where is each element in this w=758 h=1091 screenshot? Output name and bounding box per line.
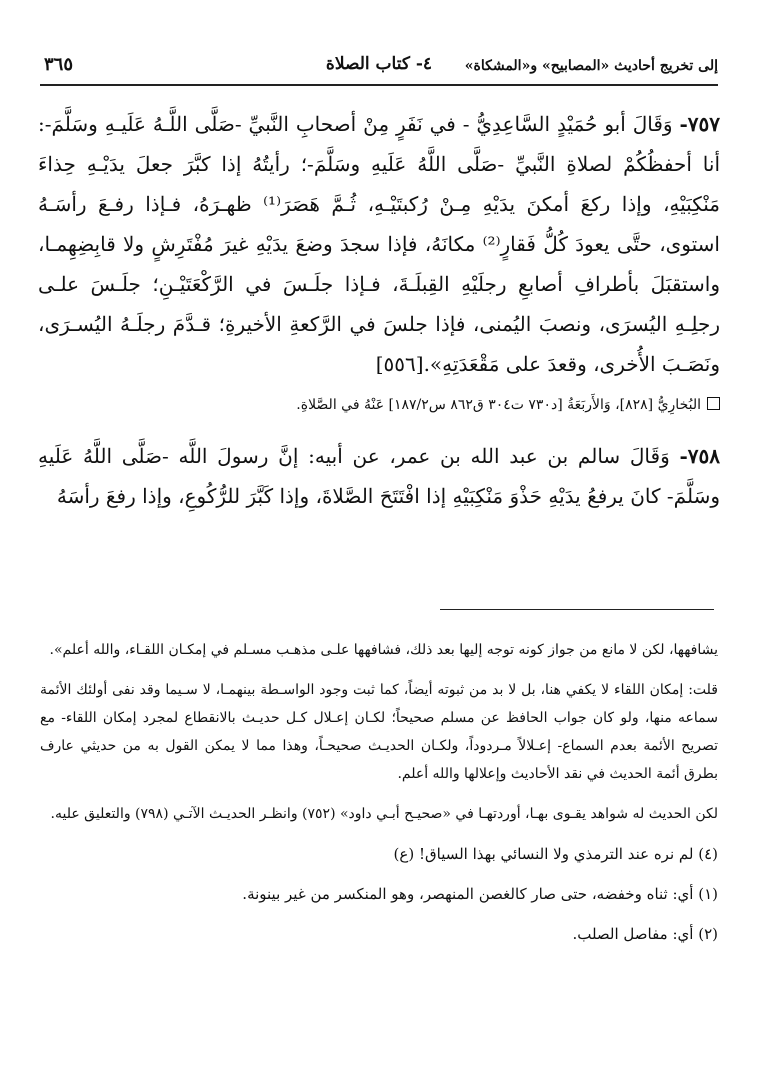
hadith-757-text: وَقَالَ أبو حُمَيْدٍ السَّاعِدِيُّ - في نَفَرٍ مِنْ أصحابِ النَّبيِّ -صَلَّى اللَّـهُ عَلَيـهِ وسَلَّمَ-: أنا أحفظُكُمْ لصلاةِ النَّبيِّ -صَلَّى اللَّهُ عَلَيهِ وسَلَّمَ-؛ رأيتُهُ إذا كبَّرَ جعلَ يدَيْـهِ حِذاءَ مَنْكِبَيْهِ، وإذا ركعَ أمكنَ يدَيْهِ مِـنْ رُكبتَيْـهِ، ثُـمَّ هَصَرَ⁽¹⁾ ظهـرَهُ، فـإذا رفـعَ رأسَـهُ استوى، حتَّى يعودَ كُلُّ فَقارٍ⁽²⁾ مكانَهُ، فإذا سجدَ وضعَ يدَيْهِ غيرَ مُفْتَرِشٍ ولا قابِضِهِمـا، واستقبَلَ بأطرافِ أصابعِ رجلَيْهِ القِبلَـةَ، فـإذا جلَـسَ في الرَّكْعَتَيْـنِ؛ جلَـسَ علـى رجلِـهِ اليُسرَى، ونصبَ اليُمنى، فإذا جلسَ في الرَّكعةِ الأخيرةِ؛ قـدَّمَ رجلَـهُ اليُسـرَى، ونَصَـبَ الأُخرى، وقعدَ على مَقْعَدَتِهِ». [38,112,720,376]
chapter-title: ٤- كتاب الصلاة [325,54,433,74]
page-number: ٣٦٥ [44,54,74,75]
hadith-758-text: وَقَالَ سالم بن عبد الله بن عمر، عن أبيه: إنَّ رسولَ اللَّه -صَلَّى اللَّهُ عَلَيهِ وسَلَّمَ- كانَ يرفعُ يدَيْهِ حَذْوَ مَنْكِبَيْهِ إذا افْتَتَحَ الصَّلاةَ، وإذا كَبَّرَ للرُّكُوعِ، وإذا رفعَ رأسَهُ [38,444,720,508]
hadith-757-source [38,392,720,418]
hadith-757-ref: [٥٥٦] [375,352,424,376]
hadith-758-number: ٧٥٨- [679,444,721,468]
page-header [40,52,718,86]
note-paragraph-1: يشافهها، لكن لا مانع من جواز كونه توجه إليها بعد ذلك، فشافهها علـى مذهـب مسـلم في إمكـان اللقـاء، والله أعلم». [49,642,718,658]
hadith-757 [38,104,720,384]
footnote-1: (١) أي: ثناه وخفضه، حتى صار كالغصن المنهصر، وهو المنكسر من غير بينونة. [242,885,718,903]
footnote-4: (٤) لم نره عند الترمذي ولا النسائي بهذا السياق! (ع) [393,845,718,863]
note-paragraph-2: قلت: إمكان اللقاء لا يكفي هنا، بل لا بد من ثبوته أيضاً، كما ثبت وجود الواسـطة بينهمـا، لا سـيما وقد نفى أولئك الأئمة سماعه منها، ولو كان جواب الحافظ عن مسلم صحيحاً؛ لكـان إعـلال كـل حديـث بالانقطاع لمجرد إمكان اللقاء- مع تصريح الأئمة بعدم السماع- إعـلالاً مـردوداً، ولكـان الحديـث صحيحـاً، وهذا مما لا يمكن القول به من حديثي عارف بطرق أئمة الحديث في نقد الأحاديث وإعلالها والله أعلم. [40,682,718,782]
footnotes [40,636,718,960]
footnote-separator [440,609,714,610]
square-bullet-icon [707,397,720,410]
main-text [38,104,720,516]
hadith-757-source-text: البُخارِيُّ [٨٢٨]، وَالأَربَعَةُ [د٧٣٠ ت٣٠٤ ق٨٦٢ س١٨٧/٢] عَنْهُ في الصَّلاةِ. [296,397,701,413]
note-paragraph-3: لكن الحديث له شواهد يقـوى بهـا، أوردتهـا في «صحيـح أبـي داود» (٧٥٢) وانظـر الحديـث الآتـي (٧٩٨) والتعليق عليه. [50,806,718,822]
footnote-2: (٢) أي: مفاصل الصلب. [572,925,718,943]
header-rule [40,84,718,86]
hadith-758 [38,436,720,516]
book-title: إلى تخريج أحاديث «المصابيح» و«المشكاة» [464,58,718,74]
hadith-757-number: ٧٥٧- [679,112,721,136]
